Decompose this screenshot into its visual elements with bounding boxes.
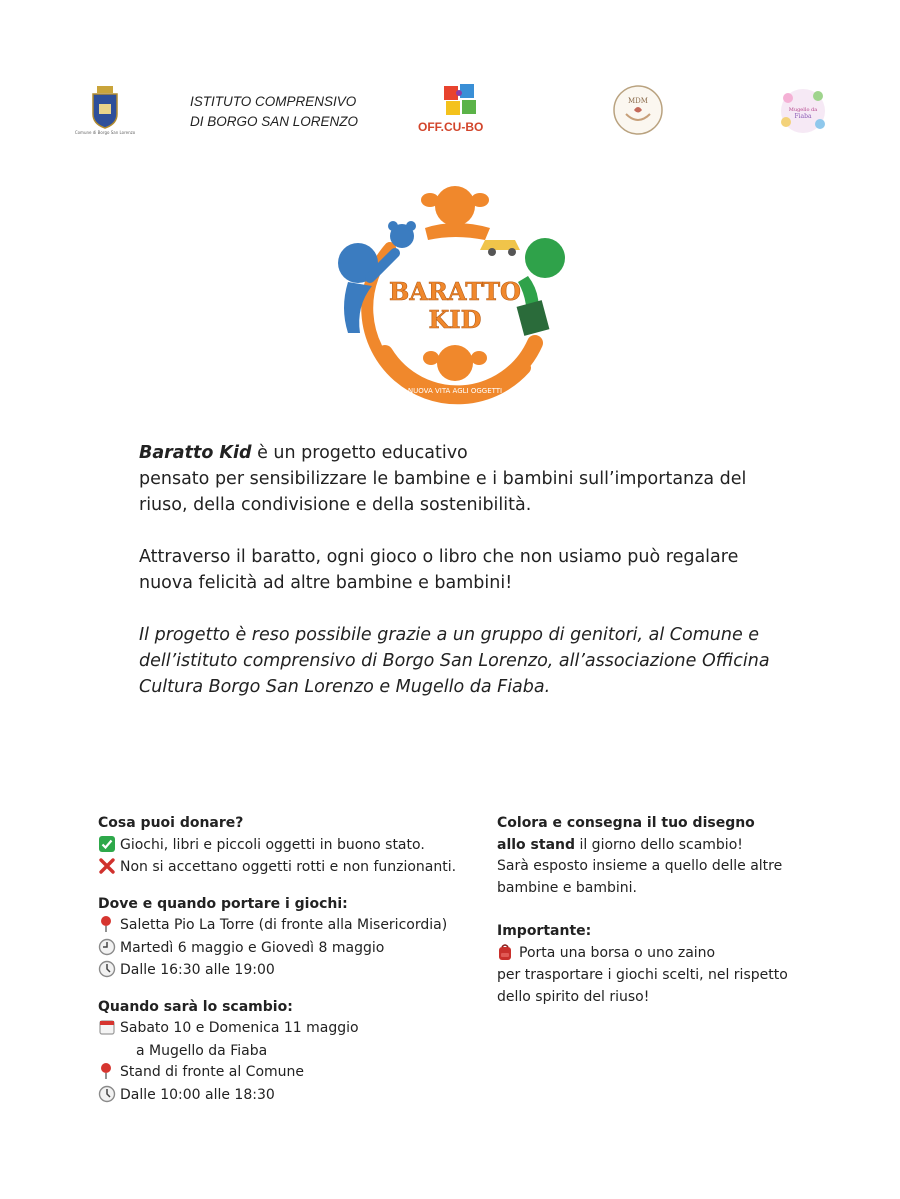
bring-hours-text: Dalle 16:30 alle 19:00 [120,962,275,978]
cross-mark-icon [98,857,120,880]
bring-days-item [98,938,498,961]
offcubo-label: OFF.CU-BO [418,120,484,134]
calendar-icon [98,1018,120,1041]
donate-title: Cosa puoi donare? [98,815,244,831]
intro-p3-line1: Il progetto è reso possibile grazie a un gruppo di genitori, al Comune e [139,625,760,645]
swap-place-item [98,1062,498,1085]
swap-days-text: Sabato 10 e Domenica 11 maggio [120,1020,359,1036]
baratto-kid-logo [330,178,580,418]
donate-yes-text: Giochi, libri e piccoli oggetti in buono stato. [120,836,425,853]
bring-days-text: Martedì 6 maggio e Giovedì 8 maggio [120,939,385,956]
school-name [190,92,390,132]
intro-p2-line1: Attraverso il baratto, ogni gioco o libro che non usiamo può regalare [139,547,739,567]
intro-p1-line3: riuso, della condivisione e della sostenibilità. [139,495,532,515]
bring-hours-item [98,960,498,983]
bring-place-text: Saletta Pio La Torre (di fronte alla Misericordia) [120,917,448,933]
mdm-logo [612,84,664,136]
school-line-2: DI BORGO SAN LORENZO [190,114,359,129]
left-info-column [98,813,498,1107]
pin-icon [98,915,120,938]
intro-brand: Baratto Kid [139,443,252,463]
draw-line-2: allo stand il giorno dello scambio! [497,836,743,853]
backpack-icon [497,943,519,966]
mugello-label-2: Fiaba [794,113,812,120]
important-title: Importante: [497,923,592,939]
intro-p1-line1 [139,440,789,466]
mugello-da-fiaba-logo [776,84,830,138]
important-line-2: per trasportare i giochi scelti, nel rispetto [497,967,788,983]
clock-icon [98,1085,120,1108]
offcubo-puzzle-logo [440,82,480,118]
important-line-3: dello spirito del riuso! [497,988,650,1005]
intro-p1-line2: pensato per sensibilizzare le bambine e i bambini sull’importanza del [139,469,747,489]
intro-text [139,440,789,700]
bring-title: Dove e quando portare i giochi: [98,895,348,912]
intro-p1-rest: è un progetto educativo [251,443,468,463]
clock-icon [98,938,120,961]
donate-no-item [98,857,498,880]
baratto-title: BARATTO [389,277,521,306]
swap-days-text-2: a Mugello da Fiaba [136,1042,268,1059]
kid-title: KID [428,305,482,334]
check-mark-icon [98,835,120,858]
school-line-1: ISTITUTO COMPRENSIVO [190,94,357,109]
draw-line-3: Sarà esposto insieme a quello delle altre [497,858,783,874]
draw-title: Colora e consegna il tuo disegno [497,815,755,831]
important-line-1: Porta una borsa o uno zaino [519,944,716,961]
important-item [497,943,837,966]
swap-hours-text: Dalle 10:00 alle 18:30 [120,1086,275,1103]
bring-place-item [98,915,498,938]
donate-no-text: Non si accettano oggetti rotti e non funzionanti. [120,859,457,875]
intro-p3-line2: dell’istituto comprensivo di Borgo San Lorenzo, all’associazione Officina [139,651,770,671]
draw-line-4: bambine e bambini. [497,879,637,896]
comune-caption: Comune di Borgo San Lorenzo [74,130,136,135]
swap-title: Quando sarà lo scambio: [98,998,293,1015]
intro-p2-line2: nuova felicità ad altre bambine e bambini! [139,573,513,593]
right-info-column [497,813,837,1008]
mugello-label-1: Mugello da [788,107,818,113]
intro-p3-line3: Cultura Borgo San Lorenzo e Mugello da Fiaba. [139,677,551,697]
pin-icon [98,1062,120,1085]
swap-place-text: Stand di fronte al Comune [120,1064,305,1080]
clock-icon [98,960,120,983]
swap-days-item [98,1018,498,1041]
swap-hours-item [98,1085,498,1108]
logo-tagline: NUOVA VITA AGLI OGGETTI [407,387,503,395]
mdm-label: MDM [628,97,648,105]
donate-yes-item [98,835,498,858]
comune-coat-of-arms-logo [74,84,136,140]
